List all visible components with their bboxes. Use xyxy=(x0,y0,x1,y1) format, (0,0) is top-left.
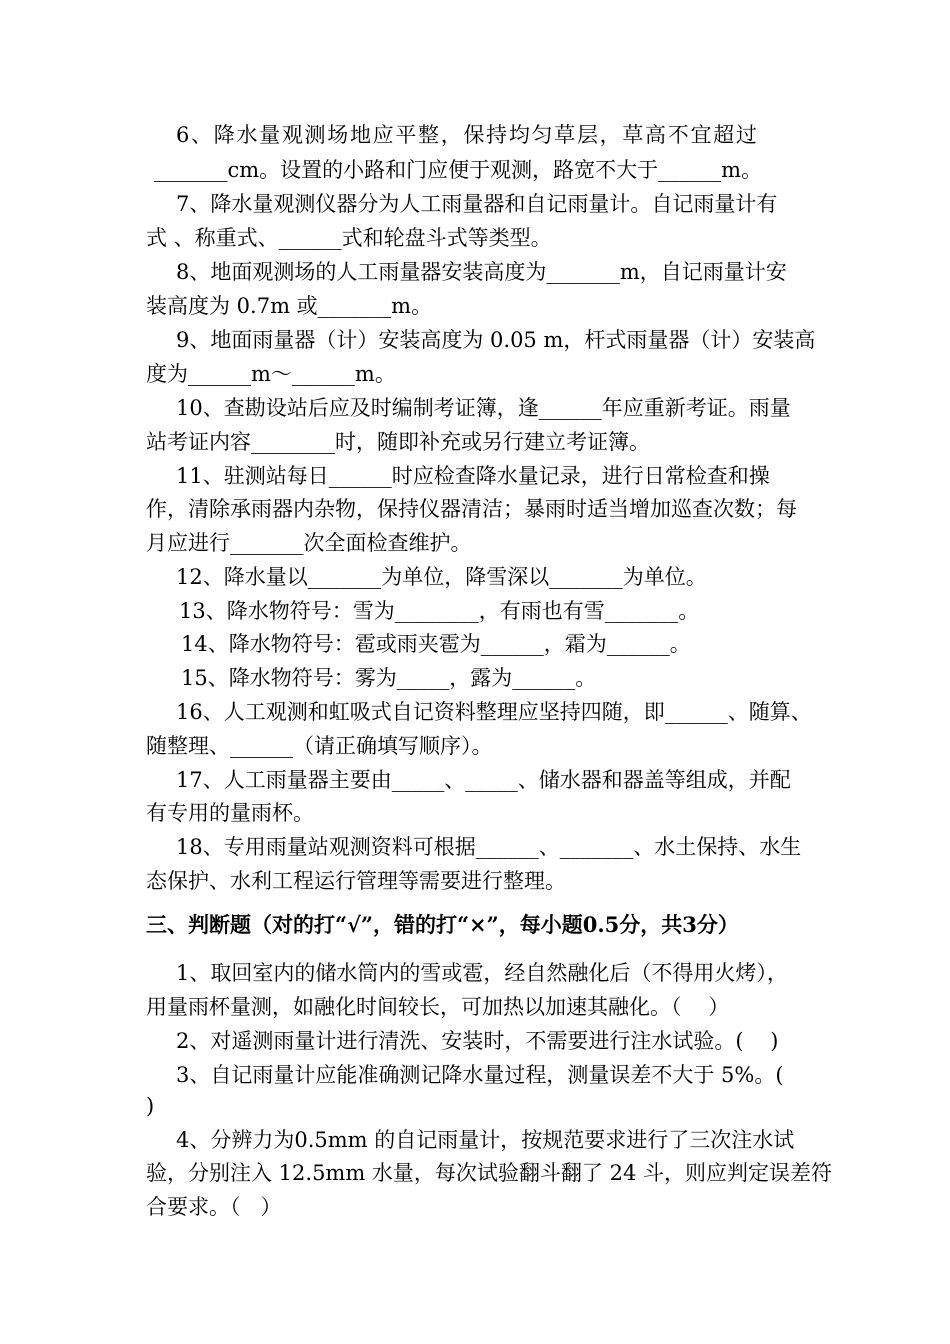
question-6-line-2: _______cm。设置的小路和门应便于观测，路宽不大于______m。 xyxy=(154,158,763,182)
question-9-line-1: 9、地面雨量器（计）安装高度为 0.05 m，杆式雨量器（计）安装高 xyxy=(176,328,816,352)
question-18-line-1: 18、专用雨量站观测资料可根据______、_______、水土保持、水生 xyxy=(176,835,802,859)
question-13: 13、降水物符号：雪为________，有雨也有雪_______。 xyxy=(179,599,700,623)
tf-question-3-line-1: 3、自记雨量计应能准确测记降水量过程，测量误差不大于 5%。( xyxy=(176,1063,784,1087)
tf-question-2: 2、对遥测雨量计进行清洗、安装时，不需要进行注水试验。( ) xyxy=(176,1029,779,1053)
tf-question-3-line-2: ) xyxy=(146,1094,155,1118)
question-10-line-2: 站考证内容________时，随即补充或另行建立考证簿。 xyxy=(146,430,650,454)
question-7-line-1: 7、降水量观测仪器分为人工雨量器和自记雨量计。自记雨量计有 xyxy=(176,192,778,216)
question-11-line-3: 月应进行_______次全面检查维护。 xyxy=(146,531,472,555)
question-11-line-2: 作，清除承雨器内杂物，保持仪器清洁；暴雨时适当增加巡查次数；每 xyxy=(146,497,797,521)
question-15: 15、降水物符号：雾为_____，露为______。 xyxy=(181,666,597,690)
tf-question-1-line-2: 用量雨杯量测，如融化时间较长，可加热以加速其融化。（ ） xyxy=(146,995,730,1019)
question-12: 12、降水量以_______为单位，降雪深以_______为单位。 xyxy=(176,565,707,589)
tf-question-4-line-2: 验，分别注入 12.5mm 水量，每次试验翻斗翻了 24 斗，则应判定误差符 xyxy=(146,1161,833,1185)
section-three-heading: 三、判断题（对的打“√”，错的打“×”，每小题0.5分，共3分） xyxy=(146,912,739,937)
question-10-line-1: 10、查勘设站后应及时编制考证簿，逢______年应重新考证。雨量 xyxy=(176,396,791,420)
question-16-line-1: 16、人工观测和虹吸式自记资料整理应坚持四随，即______、随算、 xyxy=(176,700,812,724)
question-8-line-2: 装高度为 0.7m 或_______m。 xyxy=(146,294,433,318)
question-14: 14、降水物符号：雹或雨夹雹为______，霜为______。 xyxy=(181,632,691,656)
tf-question-1-line-1: 1、取回室内的储水筒内的雪或雹，经自然融化后（不得用火烤）， xyxy=(176,961,788,985)
question-11-line-1: 11、驻测站每日______时应检查降水量记录，进行日常检查和操 xyxy=(176,464,770,488)
tf-question-4-line-3: 合要求。（ ） xyxy=(146,1195,282,1219)
question-17-line-2: 有专用的量雨杯。 xyxy=(146,801,314,825)
question-17-line-1: 17、人工雨量器主要由_____、_____、储水器和器盖等组成，并配 xyxy=(176,768,791,792)
question-16-line-2: 随整理、______（请正确填写顺序）。 xyxy=(146,734,493,758)
question-18-line-2: 态保护、水利工程运行管理等需要进行整理。 xyxy=(146,869,566,893)
tf-question-4-line-1: 4、分辨力为0.5mm 的自记雨量计，按规范要求进行了三次注水试 xyxy=(176,1128,795,1152)
question-6-line-1: 6、降水量观测场地应平整，保持均匀草层，草高不宜超过 xyxy=(176,123,759,147)
question-8-line-1: 8、地面观测场的人工雨量器安装高度为_______m，自记雨量计安 xyxy=(176,260,787,284)
question-7-line-2: 式 、称重式、______式和轮盘斗式等类型。 xyxy=(146,226,552,250)
question-9-line-2: 度为______m～______m。 xyxy=(146,362,396,386)
